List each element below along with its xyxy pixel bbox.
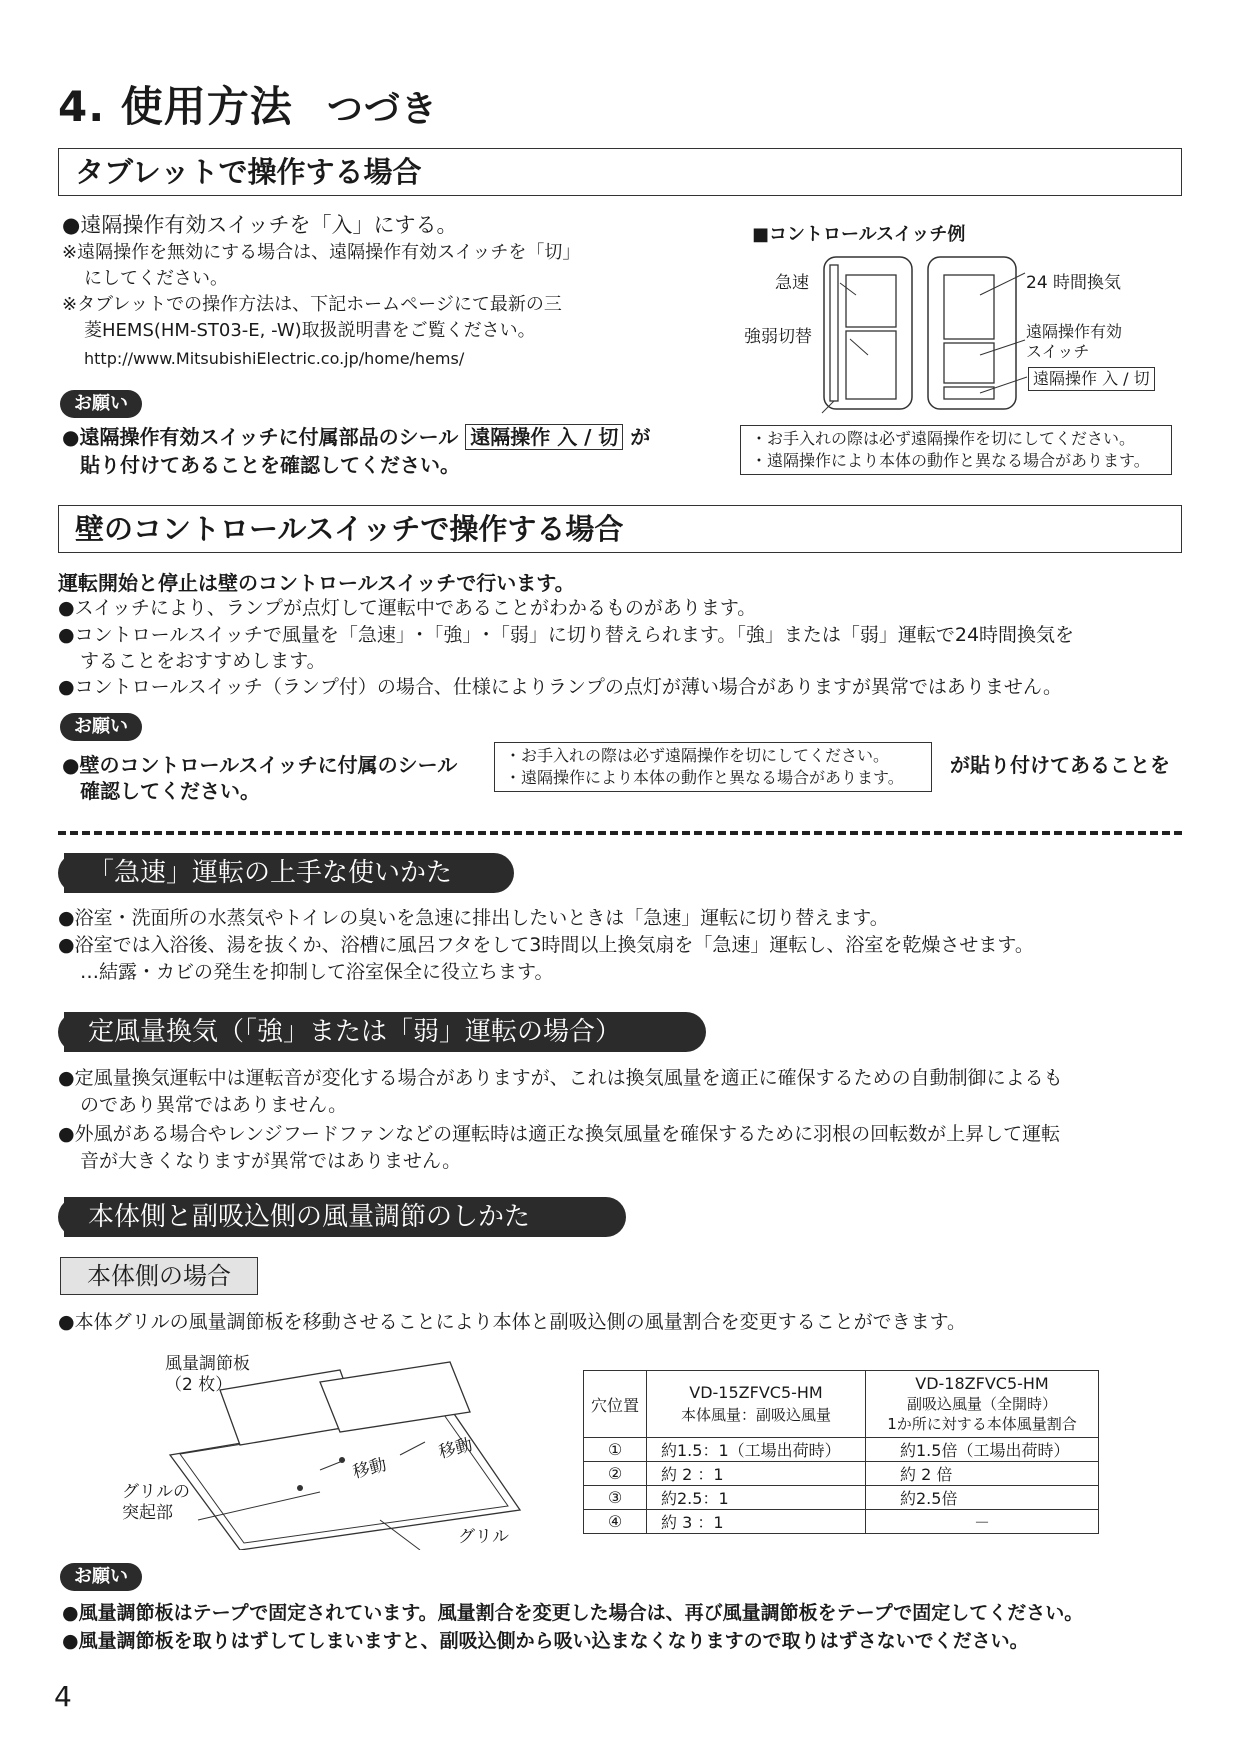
leader-line: [980, 377, 1027, 393]
fig-protrusion-label: [122, 1482, 190, 1524]
switch-example-heading: ■コントロールスイッチ例: [752, 224, 966, 245]
title-main: 4. 使用方法: [58, 82, 293, 131]
switch-button-remote: [944, 343, 994, 383]
fig-plate-b: （2 枚）: [165, 1375, 233, 1395]
wall-bullet-1: ●スイッチにより、ランプが点灯して運転中であることがわかるものがあります。: [58, 597, 757, 619]
wall-seal-box: [494, 742, 932, 792]
table-header-15-model: VD-15ZFVC5-HM: [689, 1383, 823, 1402]
leader-line: [980, 340, 1025, 355]
switch-plates-figure: [820, 255, 1070, 415]
wall-bullet-3: ●コントロールスイッチ（ランプ付）の場合、仕様によりランプの点灯が薄い場合がありますが異常ではありません。: [58, 676, 1063, 698]
rapid-heading: 「急速」運転の上手な使いかた: [64, 853, 514, 893]
tablet-note1a: ※遠隔操作を無効にする場合は、遠隔操作有効スイッチを「切」: [62, 242, 581, 263]
tablet-note2a: ※タブレットでの操作方法は、下記ホームページにて最新の三: [62, 294, 562, 315]
table-header-18: [866, 1371, 1099, 1438]
leader-line: [822, 401, 834, 413]
table-cell: 約2.5倍: [866, 1486, 1099, 1510]
wall-seal-note1: ・お手入れの際は必ず遠隔操作を切にしてください。: [505, 746, 890, 765]
table-cell: 約 2 ：1: [647, 1462, 866, 1486]
constant-bullet-2b: 音が大きくなりますが異常ではありません。: [80, 1150, 462, 1172]
table-header-15-desc: 本体風量：副吸込風量: [680, 1406, 831, 1424]
table-cell: 約1.5倍（工場出荷時）: [866, 1438, 1099, 1462]
constant-bullet-2a: ●外風がある場合やレンジフードファンなどの運転時は適正な換気風量を確保するために羽根の回転数が上昇して運転: [58, 1123, 1061, 1145]
wall-bullet-2a: ●コントロールスイッチで風量を「急速」･「強」･「弱」に切り替えられます。「強」または「弱」運転で24時間換気を: [58, 624, 1075, 646]
switch-button-24h: [944, 275, 994, 339]
fig-protrusion-a: グリルの: [122, 1482, 190, 1502]
request-badge: お願い: [60, 1563, 142, 1591]
wall-lead: 運転開始と停止は壁のコントロールスイッチで行います。: [58, 571, 575, 595]
request-badge: お願い: [60, 713, 142, 741]
request-badge: お願い: [60, 390, 142, 418]
adjust-subheading: 本体側の場合: [60, 1257, 258, 1295]
section-divider: [58, 831, 1182, 835]
label-24h: 24 時間換気: [1026, 273, 1122, 293]
table-header-row: [584, 1371, 1099, 1438]
switch-plate-right: [928, 257, 1016, 409]
table-header-pos: 穴位置: [584, 1371, 647, 1438]
remote-seal: 遠隔操作 入 / 切: [1028, 367, 1155, 391]
switch-note-box: [740, 425, 1172, 475]
fig-move-label-1: 移動: [350, 1455, 389, 1483]
fig-protrusion-b: 突起部: [122, 1503, 173, 1523]
switch-note2: ・遠隔操作により本体の動作と異なる場合があります。: [751, 451, 1150, 470]
rapid-bullet-2: ●浴室では入浴後、湯を抜くか、浴槽に風呂フタをして3時間以上換気扇を「急速」運転し、浴室を乾燥させます。: [58, 934, 1034, 956]
table-row: [584, 1438, 1099, 1462]
tablet-request-b: が: [630, 425, 651, 449]
table-cell: 約 2 倍: [866, 1462, 1099, 1486]
page-number: 4: [54, 1680, 72, 1713]
rapid-bullet-3: …結露・カビの発生を抑制して浴室保全に役立ちます。: [80, 961, 554, 983]
seal-label: 遠隔操作 入 / 切: [465, 424, 623, 450]
switch-note1: ・お手入れの際は必ず遠隔操作を切にしてください。: [751, 429, 1136, 448]
adjust-request-2: ●風量調節板を取りはずしてしまいますと、副吸込側から吸い込まなくなりますので取りはずさないでください。: [62, 1630, 1029, 1652]
label-kyoujaku: 強弱切替: [744, 327, 812, 347]
table-header-15: [647, 1371, 866, 1438]
tablet-bullet: ●遠隔操作有効スイッチを「入」にする。: [62, 213, 458, 237]
wall-request-a: ●壁のコントロールスイッチに付属のシール: [62, 753, 458, 777]
table-cell: ②: [584, 1462, 647, 1486]
switch-seal-area: [944, 387, 994, 399]
hems-url-link[interactable]: http://www.MitsubishiElectric.co.jp/home/hems/: [84, 349, 465, 368]
table-cell: ④: [584, 1510, 647, 1534]
tablet-request-c: 貼り付けてあることを確認してください。: [80, 453, 460, 477]
table-cell: 約1.5：1（工場出荷時）: [647, 1438, 866, 1462]
leader-line: [850, 339, 868, 355]
fig-move-label-2: 移動: [436, 1435, 475, 1463]
move-arrow: [400, 1442, 425, 1455]
wall-request-b: 確認してください。: [80, 779, 260, 803]
table-header-18-desc1: 副吸込風量（全開時）: [906, 1395, 1057, 1413]
table-cell: 約2.5：1: [647, 1486, 866, 1510]
fig-grill-label: グリル: [458, 1527, 509, 1547]
grill-protrusion-dot: [339, 1457, 345, 1463]
airflow-ratio-table: [583, 1370, 1099, 1534]
wall-bullet-2b: することをおすすめします。: [80, 650, 326, 672]
fig-plate-label: [165, 1354, 250, 1396]
label-kyuusoku: 急速: [775, 273, 809, 293]
rapid-bullet-1: ●浴室・洗面所の水蒸気やトイレの臭いを急速に排出したいときは「急速」運転に切り替えます。: [58, 907, 889, 929]
label-remote-a: 遠隔操作有効: [1026, 322, 1123, 341]
tablet-note2b: 菱HEMS(HM-ST03-E, -W)取扱説明書をご覧ください。: [84, 320, 536, 341]
switch-button-kyoujaku: [846, 331, 896, 399]
constant-heading: 定風量換気（「強」または「弱」運転の場合）: [64, 1012, 706, 1052]
tablet-heading: タブレットで操作する場合: [58, 148, 1182, 196]
table-row: [584, 1510, 1099, 1534]
switch-plate-left: [824, 257, 912, 409]
adjust-heading: 本体側と副吸込側の風量調節のしかた: [64, 1197, 626, 1237]
page-title: [58, 74, 438, 134]
table-row: [584, 1462, 1099, 1486]
table-row: [584, 1486, 1099, 1510]
tablet-note1b: にしてください。: [84, 268, 228, 289]
switch-button-kyuusoku: [846, 275, 896, 327]
table-header-18-desc2: 1か所に対する本体風量割合: [887, 1415, 1077, 1433]
constant-bullet-1a: ●定風量換気運転中は運転音が変化する場合がありますが、これは換気風量を適正に確保するための自動制御によるも: [58, 1067, 1063, 1089]
wall-request-c: が貼り付けてあることを: [950, 753, 1170, 777]
leader-line: [980, 273, 1025, 295]
wall-seal-note2: ・遠隔操作により本体の動作と異なる場合があります。: [505, 768, 904, 787]
title-sub: つづき: [326, 89, 438, 130]
tablet-request-a: ●遠隔操作有効スイッチに付属部品のシール: [62, 425, 459, 449]
wall-heading: 壁のコントロールスイッチで操作する場合: [58, 505, 1182, 553]
constant-bullet-1b: のであり異常ではありません。: [80, 1094, 348, 1116]
table-cell: －: [866, 1510, 1099, 1534]
adjust-plate-right: [320, 1362, 470, 1432]
leader-line: [198, 1492, 320, 1520]
switch-lamp-strip: [830, 265, 838, 401]
leader-line: [840, 283, 856, 295]
table-cell: 約 3 ：1: [647, 1510, 866, 1534]
adjust-bullet-1: ●本体グリルの風量調節板を移動させることにより本体と副吸込側の風量割合を変更することができます。: [58, 1311, 967, 1333]
table-cell: ③: [584, 1486, 647, 1510]
grill-protrusion-dot: [297, 1485, 303, 1491]
fig-plate-a: 風量調節板: [165, 1354, 250, 1374]
label-remote-b: スイッチ: [1026, 342, 1090, 361]
adjust-request-1: ●風量調節板はテープで固定されています。風量割合を変更した場合は、再び風量調節板をテープで固定してください。: [62, 1602, 1084, 1624]
table-cell: ①: [584, 1438, 647, 1462]
table-header-18-model: VD-18ZFVC5-HM: [915, 1374, 1049, 1393]
